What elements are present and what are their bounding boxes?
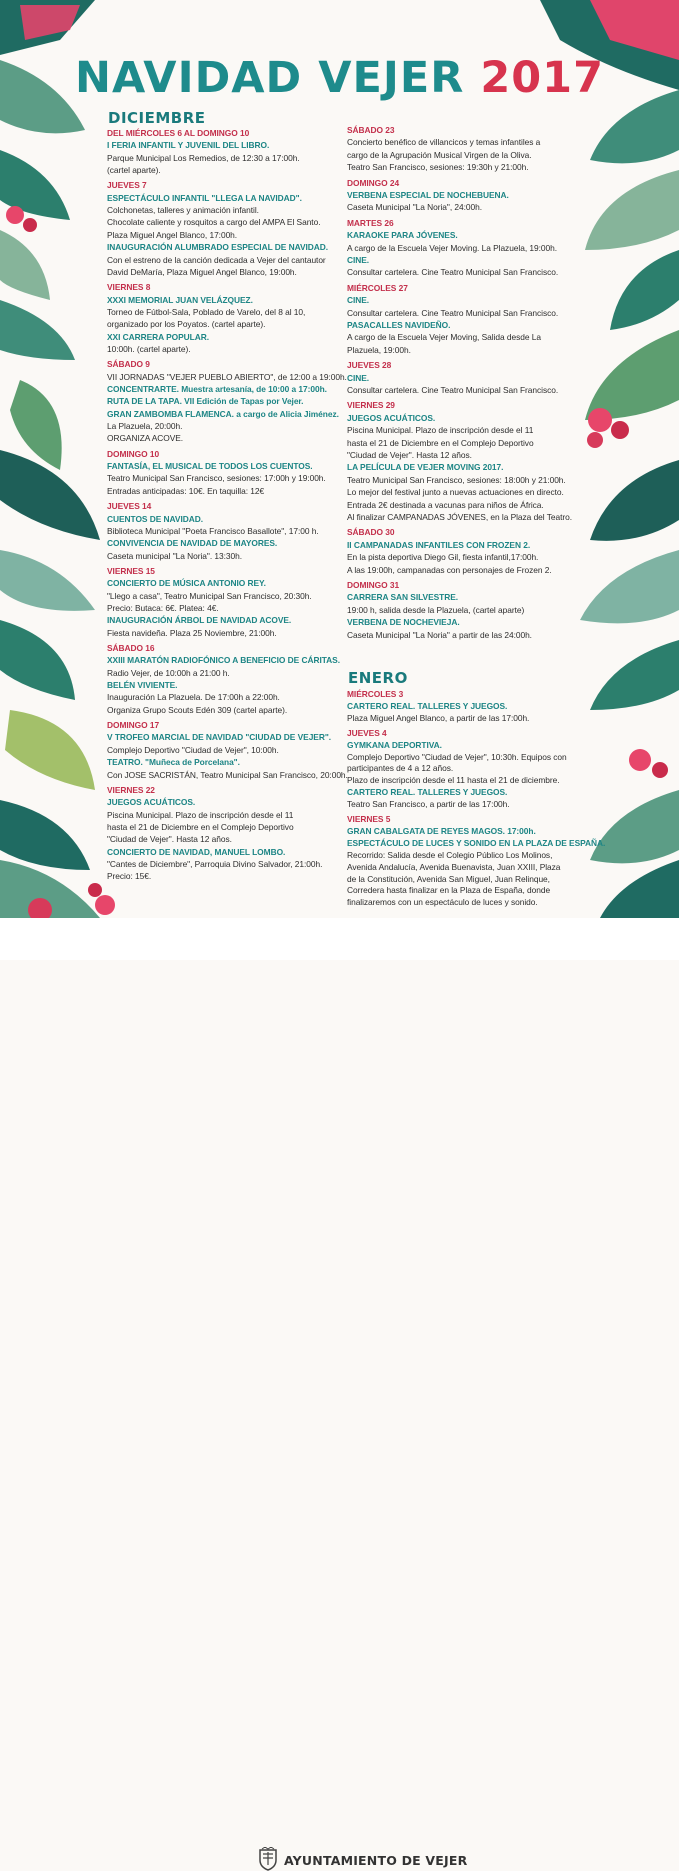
event-detail: Fiesta navideña. Plaza 25 Noviembre, 21:00h.: [107, 627, 277, 638]
event-detail: organizado por los Poyatos. (cartel aparte).: [107, 319, 266, 330]
event-title: I FERIA INFANTIL Y JUVENIL DEL LIBRO.: [107, 140, 270, 151]
event-title: LA PELÍCULA DE VEJER MOVING 2017.: [347, 462, 504, 473]
event-date: JUEVES 28: [347, 360, 392, 371]
event-detail: "Ciudad de Vejer". Hasta 12 años.: [347, 450, 472, 460]
event-title: CINE.: [347, 295, 370, 306]
event-title: JUEGOS ACUÁTICOS.: [347, 412, 436, 423]
event-detail: A cargo de la Escuela Vejer Moving. La Plazuela, 19:00h.: [347, 242, 557, 253]
event-date: MIÉRCOLES 3: [347, 689, 404, 699]
event-title: VERBENA DE NOCHEVIEJA.: [347, 617, 460, 628]
event-detail: "Llego a casa", Teatro Municipal San Francisco, 20:30h.: [107, 590, 312, 601]
event-title: CARTERO REAL. TALLERES Y JUEGOS.: [347, 787, 508, 798]
event-detail: cargo de la Agrupación Musical Virgen de la Oliva.: [347, 149, 532, 160]
event-detail: hasta el 21 de Diciembre en el Complejo Deportivo: [347, 437, 534, 448]
event-detail: Plaza Miguel Angel Blanco, a partir de las 17:00h.: [347, 712, 530, 723]
event-detail: Entradas anticipadas: 10€. En taquilla: 12€: [107, 485, 265, 496]
event-detail: Organiza Grupo Scouts Edén 309 (cartel aparte).: [107, 704, 288, 715]
event-title: CONCIERTO DE NAVIDAD, MANUEL LOMBO.: [107, 846, 286, 857]
event-detail: En la pista deportiva Diego Gil, fiesta infantil,17:00h.: [347, 552, 539, 563]
event-detail: Entrada 2€ destinada a vacunas para niños de África.: [347, 499, 544, 510]
event-detail: 10:00h. (cartel aparte).: [107, 343, 191, 354]
event-detail: Plaza Miguel Angel Blanco, 17:00h.: [107, 229, 238, 240]
event-detail: Complejo Deportivo "Ciudad de Vejer", 10:30h. Equipos con: [347, 751, 567, 762]
event-date: JUEVES 7: [107, 180, 147, 191]
event-title: JUEGOS ACUÁTICOS.: [107, 797, 196, 808]
event-detail: Corredera hasta finalizar en la Plaza de España, donde: [347, 885, 551, 896]
coat-of-arms-icon: [258, 1847, 278, 1871]
event-title: CINE.: [347, 255, 370, 265]
left-foliage: [0, 0, 115, 922]
event-detail: "Cantes de Diciembre", Parroquia Divino Salvador, 21:00h.: [107, 858, 323, 869]
event-title: XXI CARRERA POPULAR.: [107, 331, 209, 342]
event-date: VIERNES 15: [107, 565, 155, 576]
event-detail: Con JOSE SACRISTÁN, Teatro Municipal San Francisco, 20:00h.: [107, 769, 348, 780]
event-detail: Plazuela, 19:00h.: [347, 344, 411, 355]
event-date: JUEVES 4: [347, 727, 387, 738]
event-detail: ORGANIZA ACOVE.: [107, 433, 184, 444]
event-title: GYMKANA DEPORTIVA.: [347, 739, 442, 750]
event-date: SÁBADO 9: [107, 359, 150, 370]
event-detail: finalizaremos con un espectáculo de luces y sonido.: [347, 897, 538, 908]
event-title: CUENTOS DE NAVIDAD.: [107, 513, 203, 524]
event-detail: hasta el 21 de Diciembre en el Complejo Deportivo: [107, 821, 294, 832]
poster-title: [0, 52, 679, 104]
event-detail: (cartel aparte).: [107, 165, 161, 176]
event-detail: Complejo Deportivo "Ciudad de Vejer", 10:00h.: [107, 744, 279, 755]
event-date: MIÉRCOLES 27: [347, 282, 408, 293]
event-detail: Biblioteca Municipal "Poeta Francisco Basallote", 17:00 h.: [107, 525, 319, 536]
event-detail: Plazo de inscripción desde el 11 hasta el 21 de diciembre.: [347, 775, 560, 786]
event-detail: Chocolate caliente y rosquitos a cargo del AMPA El Santo.: [107, 217, 321, 228]
event-detail: "Ciudad de Vejer". Hasta 12 años.: [107, 834, 232, 845]
month-enero: ENERO: [348, 669, 408, 687]
event-detail: Concierto benéfico de villancicos y temas infantiles a: [347, 137, 541, 148]
event-title: BELÉN VIVIENTE.: [107, 680, 178, 691]
event-detail: Consultar cartelera. Cine Teatro Municipal San Francisco.: [347, 385, 559, 395]
event-detail: Inauguración La Plazuela. De 17:00h a 22:00h.: [107, 692, 280, 703]
event-detail: David DeMaría, Plaza Miguel Angel Blanco, 19:00h.: [107, 266, 297, 277]
event-title: INAUGURACIÓN ALUMBRADO ESPECIAL DE NAVIDAD.: [107, 242, 329, 253]
event-date: DEL MIÉRCOLES 6 AL DOMINGO 10: [107, 128, 250, 138]
event-title: PASACALLES NAVIDEÑO.: [347, 320, 451, 330]
event-detail: VII JORNADAS "VEJER PUEBLO ABIERTO", de 12:00 a 19:00h.: [107, 371, 347, 382]
event-title: TEATRO. "Muñeca de Porcelana".: [107, 757, 240, 768]
title-year: 2017: [480, 53, 605, 103]
event-detail: Caseta Municipal "La Noria" a partir de las 24:00h.: [347, 629, 532, 640]
event-date: SÁBADO 23: [347, 125, 395, 135]
event-title: CARTERO REAL. TALLERES Y JUEGOS.: [347, 700, 508, 711]
event-detail: Teatro San Francisco, sesiones: 19:30h y 21:00h.: [347, 162, 529, 173]
event-detail: Precio: 15€.: [107, 871, 152, 882]
event-date: DOMINGO 17: [107, 720, 160, 731]
event-date: VIERNES 5: [347, 814, 391, 824]
event-detail: Avenida Andalucía, Avenida Buenavista, Juan XXIII, Plaza: [347, 861, 561, 872]
event-detail: Caseta Municipal "La Noria", 24:00h.: [347, 202, 482, 213]
month-diciembre: DICIEMBRE: [108, 109, 206, 127]
event-detail: Lo mejor del festival junto a nuevas actuaciones en directo.: [347, 487, 564, 498]
event-detail: Piscina Municipal. Plazo de inscripción desde el 11: [107, 809, 294, 820]
event-detail: de la Constitución, Avenida San Miguel, Juan Relinque,: [347, 873, 550, 884]
event-title: GRAN CABALGATA DE REYES MAGOS. 17:00h.: [347, 825, 536, 836]
event-date: SÁBADO 16: [107, 643, 155, 653]
event-title: ESPECTÁCULO DE LUCES Y SONIDO EN LA PLAZA DE ESPAÑA.: [347, 837, 606, 848]
event-detail: Colchonetas, talleres y animación infantil.: [107, 205, 259, 216]
event-title: CONCENTRARTE. Muestra artesanía, de 10:00 a 17:00h.: [107, 384, 327, 394]
event-detail: Al finalizar CAMPANADAS JÓVENES, en la Plaza del Teatro.: [347, 512, 572, 522]
event-title: XXIII MARATÓN RADIOFÓNICO A BENEFICIO DE CÁRITAS.: [107, 655, 340, 666]
event-title: FANTASÍA, EL MUSICAL DE TODOS LOS CUENTOS.: [107, 461, 313, 472]
footer: [0, 918, 679, 1868]
event-detail: La Plazuela, 20:00h.: [107, 421, 183, 432]
title-main: NAVIDAD VEJER: [74, 53, 465, 103]
event-detail: Recorrido: Salida desde el Colegio Público Los Molinos,: [347, 849, 553, 860]
event-detail: Parque Municipal Los Remedios, de 12:30 a 17:00h.: [107, 152, 300, 163]
event-detail: participantes de 4 a 12 años.: [347, 763, 454, 774]
event-title: INAUGURACIÓN ÁRBOL DE NAVIDAD ACOVE.: [107, 615, 292, 626]
event-detail: A las 19:00h, campanadas con personajes de Frozen 2.: [347, 564, 552, 575]
event-date: MARTES 26: [347, 217, 394, 228]
event-detail: Radio Vejer, de 10:00h a 21:00 h.: [107, 667, 230, 678]
event-date: DOMINGO 24: [347, 177, 400, 188]
event-date: JUEVES 14: [107, 501, 152, 512]
event-detail: Teatro San Francisco, a partir de las 17:00h.: [347, 799, 510, 810]
event-title: ESPECTÁCULO INFANTIL "LLEGA LA NAVIDAD".: [107, 192, 302, 203]
event-title: CARRERA SAN SILVESTRE.: [347, 592, 459, 603]
event-detail: Torneo de Fútbol-Sala, Poblado de Varelo, del 8 al 10,: [107, 306, 306, 317]
event-detail: Piscina Municipal. Plazo de inscripción desde el 11: [347, 425, 534, 436]
footer-text: AYUNTAMIENTO DE VEJER: [284, 1853, 468, 1868]
event-detail: Teatro Municipal San Francisco, sesiones: 18:00h y 21:00h.: [347, 474, 566, 485]
event-detail: Consultar cartelera. Cine Teatro Municipal San Francisco.: [347, 307, 559, 318]
event-date: DOMINGO 10: [107, 448, 160, 459]
event-title: V TROFEO MARCIAL DE NAVIDAD "CIUDAD DE VEJER".: [107, 732, 332, 743]
event-detail: Precio: Butaca: 6€. Platea: 4€.: [107, 602, 219, 613]
event-detail: Caseta municipal "La Noria". 13:30h.: [107, 550, 242, 561]
event-title: CINE.: [347, 372, 370, 383]
event-title: CONCIERTO DE MÚSICA ANTONIO REY.: [107, 578, 266, 589]
event-date: DOMINGO 31: [347, 580, 400, 590]
event-detail: Con el estreno de la canción dedicada a Vejer del cantautor: [107, 254, 326, 265]
event-detail: 19:00 h, salida desde la Plazuela, (cartel aparte): [347, 604, 525, 615]
event-title: VERBENA ESPECIAL DE NOCHEBUENA.: [347, 190, 509, 200]
event-title: CONVIVENCIA DE NAVIDAD DE MAYORES.: [107, 538, 278, 549]
event-detail: Teatro Municipal San Francisco, sesiones: 17:00h y 19:00h.: [107, 473, 326, 484]
event-title: RUTA DE LA TAPA. VII Edición de Tapas por Vejer.: [107, 396, 304, 407]
event-date: VIERNES 22: [107, 784, 155, 795]
right-foliage: [540, 0, 679, 918]
event-date: SÁBADO 30: [347, 527, 395, 538]
event-date: VIERNES 8: [107, 282, 151, 293]
event-date: VIERNES 29: [347, 400, 395, 411]
event-detail: A cargo de la Escuela Vejer Moving, Salida desde La: [347, 332, 541, 343]
event-title: II CAMPANADAS INFANTILES CON FROZEN 2.: [347, 539, 531, 550]
event-detail: Consultar cartelera. Cine Teatro Municipal San Francisco.: [347, 267, 559, 278]
event-title: KARAOKE PARA JÓVENES.: [347, 230, 458, 241]
event-title: XXXI MEMORIAL JUAN VELÁZQUEZ.: [107, 294, 253, 305]
event-title: GRAN ZAMBOMBA FLAMENCA. a cargo de Alicia Jiménez.: [107, 408, 339, 419]
